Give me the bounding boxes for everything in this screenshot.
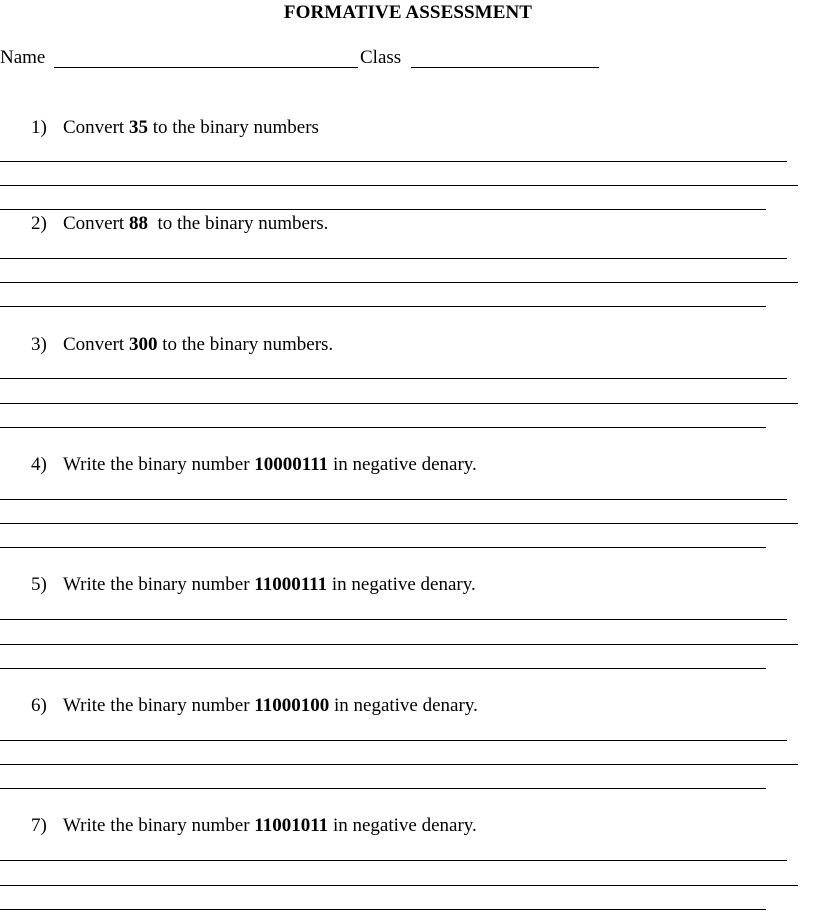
answer-line[interactable] — [0, 788, 766, 789]
question-text: Write the binary number — [63, 454, 255, 475]
class-label: Class — [360, 47, 402, 68]
answer-line[interactable] — [0, 668, 766, 669]
question-text: Write the binary number — [63, 815, 255, 836]
answer-line[interactable] — [0, 427, 766, 428]
question-text: Convert — [63, 334, 129, 355]
answer-line[interactable] — [0, 185, 798, 186]
question-7 — [31, 814, 477, 838]
answer-line[interactable] — [0, 860, 787, 861]
answer-line[interactable] — [0, 547, 766, 548]
question-number: 4) — [31, 454, 47, 475]
question-number: 7) — [31, 815, 47, 836]
question-number: 1) — [31, 117, 47, 138]
question-text: to the binary numbers. — [157, 334, 334, 355]
name-label: Name — [0, 47, 46, 68]
question-text: Convert — [63, 213, 129, 234]
name-field[interactable] — [54, 67, 358, 68]
question-2 — [31, 212, 328, 236]
answer-line[interactable] — [0, 619, 787, 620]
question-text: in negative denary. — [328, 815, 477, 836]
question-text: to the binary numbers. — [147, 213, 329, 234]
question-number: 6) — [31, 695, 47, 716]
question-text: to the binary numbers — [147, 117, 319, 138]
question-value: 10000111 — [254, 454, 329, 475]
question-number: 3) — [31, 334, 47, 355]
question-value: 300 — [128, 334, 158, 355]
question-6 — [31, 694, 478, 718]
answer-line[interactable] — [0, 764, 798, 765]
question-value: 11000111 — [254, 574, 328, 595]
answer-line[interactable] — [0, 499, 787, 500]
answer-line[interactable] — [0, 740, 787, 741]
answer-line[interactable] — [0, 403, 798, 404]
question-value: 88 — [128, 213, 148, 234]
question-number: 2) — [31, 213, 47, 234]
question-value: 35 — [128, 117, 148, 138]
question-5 — [31, 573, 476, 597]
page-title: FORMATIVE ASSESSMENT — [283, 2, 533, 23]
question-text: in negative denary. — [327, 574, 476, 595]
question-text: Write the binary number — [63, 574, 255, 595]
question-number: 5) — [31, 574, 47, 595]
answer-line[interactable] — [0, 644, 798, 645]
answer-line[interactable] — [0, 209, 766, 210]
question-4 — [31, 453, 477, 477]
answer-line[interactable] — [0, 909, 766, 910]
question-text: Convert — [63, 117, 129, 138]
question-3 — [31, 333, 333, 357]
question-text: in negative denary. — [329, 695, 478, 716]
answer-line[interactable] — [0, 282, 798, 283]
answer-line[interactable] — [0, 885, 798, 886]
answer-line[interactable] — [0, 378, 787, 379]
answer-line[interactable] — [0, 161, 787, 162]
class-field[interactable] — [411, 67, 599, 68]
answer-line[interactable] — [0, 258, 787, 259]
question-value: 11000100 — [254, 695, 330, 716]
answer-line[interactable] — [0, 523, 798, 524]
answer-line[interactable] — [0, 306, 766, 307]
question-1 — [31, 116, 319, 140]
question-value: 11001011 — [254, 815, 329, 836]
question-text: in negative denary. — [328, 454, 477, 475]
question-text: Write the binary number — [63, 695, 255, 716]
